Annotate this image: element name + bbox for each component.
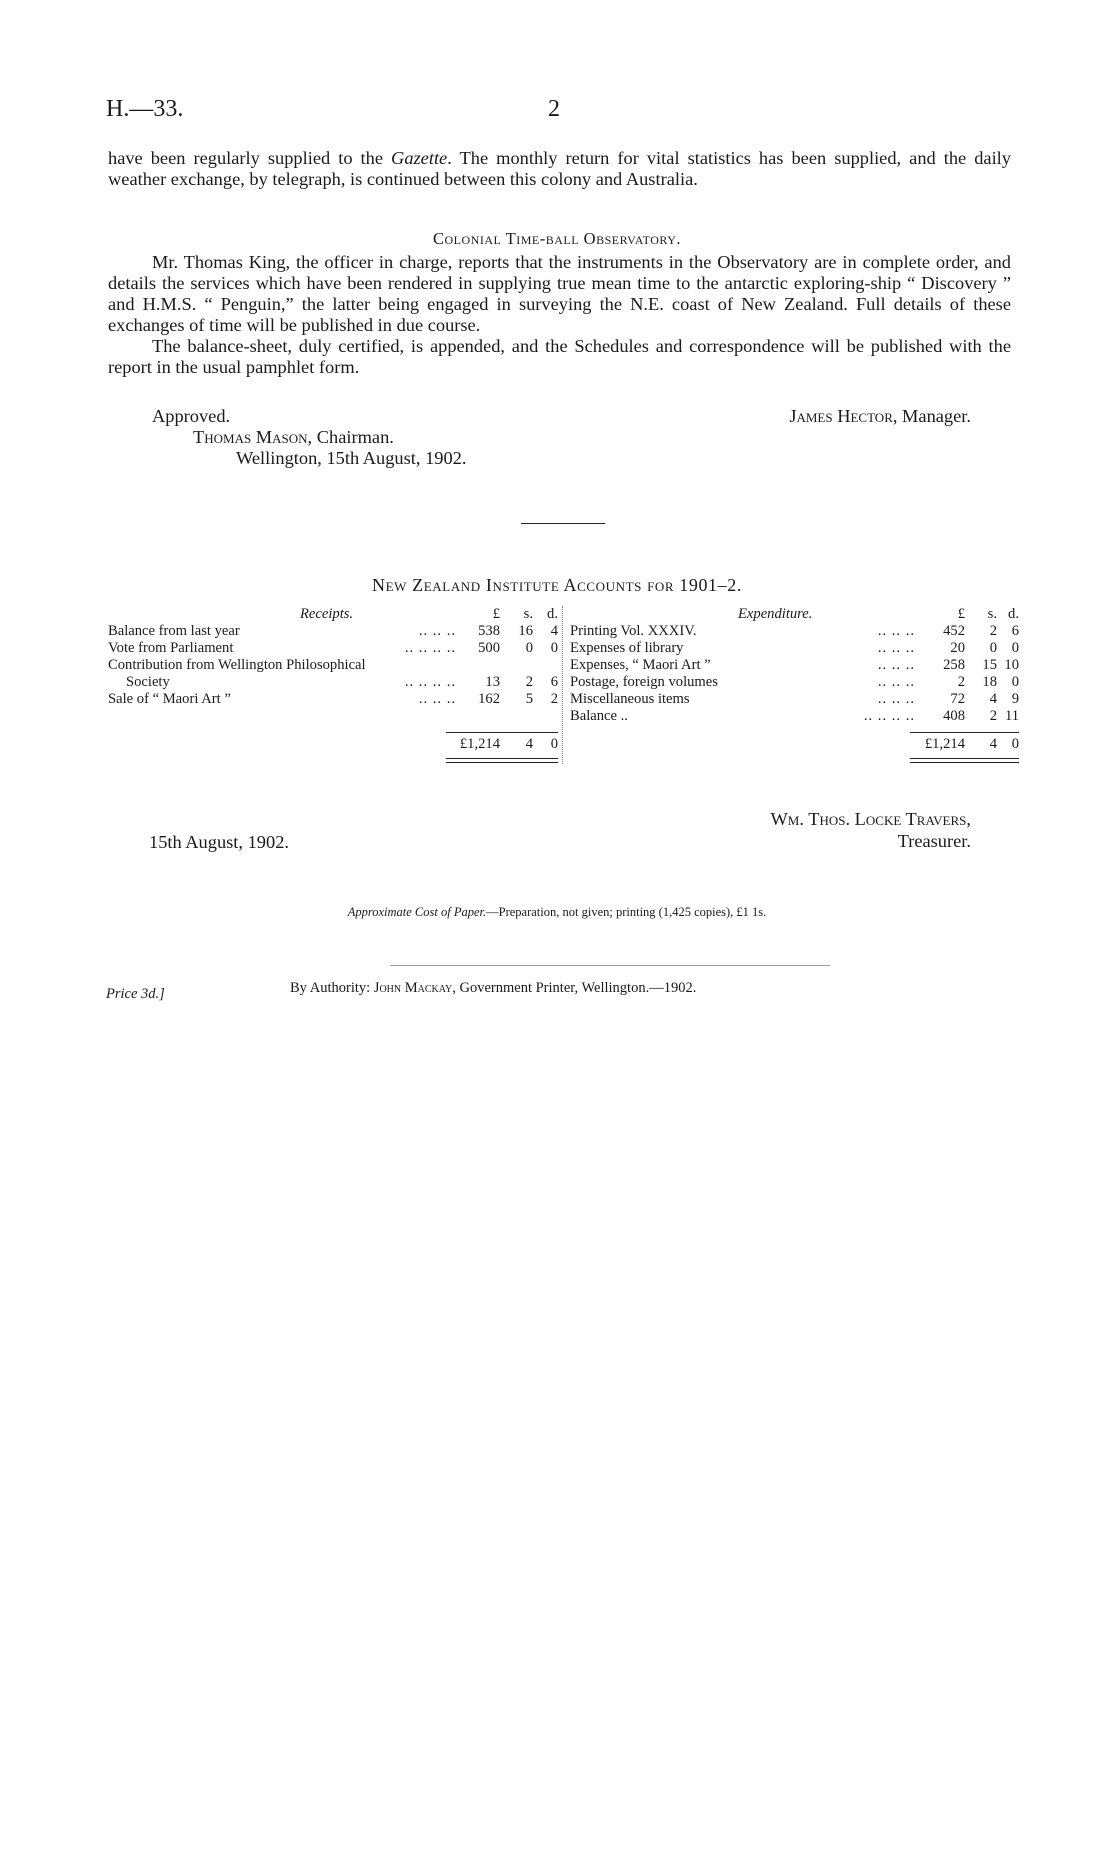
receipt-leader-dots: .. .. .. .. <box>404 674 456 690</box>
receipt-row <box>108 623 560 640</box>
receipt-row <box>108 691 560 708</box>
observatory-paragraph: Mr. Thomas King, the officer in charge, reports that the instruments in the Observatory are in complete order, and details the services which have been rendered in supplying true mean time to the antarctic exploring-ship “ Discovery ” and H.M.S. “ Penguin,” the latter being engaged in surveying the N.E. coast of New Zealand. Full details of these exchanges of time will be published in due course. <box>108 252 1011 335</box>
expenditure-pence: 10 <box>1004 657 1019 673</box>
receipt-leader-dots: .. .. .. <box>418 691 456 707</box>
pounds-header: £ <box>492 606 500 622</box>
treasurer-signature <box>770 809 971 830</box>
expenditure-shillings: 4 <box>989 691 997 707</box>
cost-label: Approximate Cost of Paper. <box>347 905 487 919</box>
receipt-pounds: 500 <box>478 640 500 656</box>
receipt-leader-dots: .. .. .. .. <box>404 640 456 656</box>
chairman-signature <box>193 427 394 448</box>
expenditure-pounds: 452 <box>943 623 965 639</box>
receipts-header-row <box>108 606 560 623</box>
expenditure-row <box>570 691 1019 708</box>
receipts-total-shillings: 4 <box>525 736 533 752</box>
expenditure-row <box>570 623 1019 640</box>
authority-suffix: , Government Printer, Wellington.—1902. <box>452 980 697 996</box>
expenditure-label: Printing Vol. XXXIV. <box>570 623 697 639</box>
expenditure-leader-dots: .. .. .. <box>877 674 915 690</box>
chairman-name: Thomas Mason <box>193 427 308 447</box>
page-number: 2 <box>548 96 560 122</box>
receipt-pounds: 538 <box>478 623 500 639</box>
expenditure-leader-dots: .. .. .. <box>877 691 915 707</box>
document-reference: H.—33. <box>106 96 184 122</box>
expenditure-total-pounds: £1,214 <box>924 736 965 752</box>
exp-pence-header: d. <box>1008 606 1019 622</box>
expenditure-pounds: 72 <box>950 691 965 707</box>
expenditure-pounds: 20 <box>950 640 965 656</box>
expenditure-pence: 9 <box>1011 691 1019 707</box>
expenditure-label: Postage, foreign volumes <box>570 674 718 690</box>
expenditure-pounds: 408 <box>943 708 965 724</box>
receipt-pounds: 13 <box>485 674 500 690</box>
expenditure-row <box>570 708 1019 725</box>
expenditure-leader-dots: .. .. .. <box>877 657 915 673</box>
report-date: Wellington, 15th August, 1902. <box>236 448 467 468</box>
expenditure-pence: 6 <box>1011 623 1019 639</box>
observatory-heading: Colonial Time-ball Observatory. <box>432 229 681 248</box>
receipt-row <box>108 674 560 691</box>
expenditure-total-row <box>570 736 1019 753</box>
column-separator <box>562 606 563 764</box>
expenditure-row <box>570 674 1019 691</box>
receipt-row <box>108 657 560 674</box>
approved-label: Approved. <box>152 406 231 426</box>
expenditure-row <box>570 657 1019 674</box>
receipt-label: Sale of “ Maori Art ” <box>108 691 231 707</box>
expenditure-pence: 0 <box>1011 640 1019 656</box>
receipt-pence: 4 <box>550 623 558 639</box>
intro-text-start: have been regularly supplied to the <box>108 148 392 168</box>
cost-text: —Preparation, not given; printing (1,425 copies), £1 1s. <box>486 905 767 919</box>
receipt-pence: 6 <box>550 674 558 690</box>
expenditure-pence: 0 <box>1011 674 1019 690</box>
expenditure-shillings: 18 <box>982 674 997 690</box>
receipt-pence: 0 <box>550 640 558 656</box>
authority-prefix: By Authority: <box>290 980 374 996</box>
expenditure-total-shillings: 4 <box>989 736 997 752</box>
printer-name: John Mackay <box>373 980 453 996</box>
expenditure-pounds: 2 <box>957 674 965 690</box>
receipt-label: Contribution from Wellington Philosophical <box>108 657 366 673</box>
expenditure-shillings: 0 <box>989 640 997 656</box>
footer-rule <box>390 965 830 966</box>
expenditure-shillings: 15 <box>982 657 997 673</box>
expenditure-leader-dots: .. .. .. <box>877 623 915 639</box>
manager-signature <box>789 406 971 427</box>
receipts-total-pence: 0 <box>550 736 558 752</box>
expenditure-double-rule <box>910 758 1019 763</box>
expenditure-label: Miscellaneous items <box>570 691 690 707</box>
expenditure-header-row <box>570 606 1019 623</box>
expenditure-leader-dots: .. .. .. <box>877 640 915 656</box>
exp-pounds-header: £ <box>957 606 965 622</box>
treasurer-name-suffix: , <box>966 809 971 829</box>
intro-text-end: . The monthly return for vital statistics has been supplied, and the daily weather exchange, by telegraph, is continued between this colony and Australia. <box>108 148 1011 189</box>
expenditure-label: Expenses of library <box>570 640 684 656</box>
expenditure-row <box>570 640 1019 657</box>
cost-of-paper-note <box>0 905 1114 920</box>
receipt-shillings: 16 <box>518 623 533 639</box>
expenditure-pence: 11 <box>1004 708 1019 724</box>
receipts-column <box>108 606 560 776</box>
accounts-title: New Zealand Institute Accounts for 1901–2. <box>372 575 742 595</box>
accounts-date: 15th August, 1902. <box>149 832 289 852</box>
expenditure-label: Expenses, “ Maori Art ” <box>570 657 711 673</box>
receipt-label: Balance from last year <box>108 623 240 639</box>
printer-authority <box>290 980 696 997</box>
manager-name: James Hector <box>789 406 893 426</box>
pence-header: d. <box>547 606 558 622</box>
receipt-shillings: 2 <box>525 674 533 690</box>
section-divider <box>521 523 605 524</box>
receipt-shillings: 0 <box>525 640 533 656</box>
receipt-leader-dots: .. .. .. <box>418 623 456 639</box>
receipts-total-row <box>108 736 560 753</box>
expenditure-shillings: 2 <box>989 708 997 724</box>
manager-title: , Manager. <box>892 406 971 426</box>
expenditure-shillings: 2 <box>989 623 997 639</box>
price-note: Price 3d.] <box>106 986 165 1002</box>
treasurer-title: Treasurer. <box>897 831 971 851</box>
receipts-total-rule <box>446 732 558 733</box>
receipts-total-pounds: £1,214 <box>459 736 500 752</box>
chairman-title: , Chairman. <box>307 427 394 447</box>
receipts-double-rule <box>446 758 558 763</box>
receipt-label: Society <box>126 674 170 690</box>
intro-paragraph <box>108 148 1011 190</box>
expenditure-total-rule <box>910 732 1019 733</box>
expenditure-column <box>570 606 1019 776</box>
treasurer-name: Wm. Thos. Locke Travers <box>770 809 967 829</box>
expenditure-heading: Expenditure. <box>738 606 813 622</box>
balance-sheet-paragraph: The balance-sheet, duly certified, is appended, and the Schedules and correspondence will be published with the report in the usual pamphlet form. <box>108 336 1011 377</box>
receipts-heading: Receipts. <box>300 606 354 622</box>
receipt-pence: 2 <box>550 691 558 707</box>
receipt-row <box>108 640 560 657</box>
expenditure-pounds: 258 <box>943 657 965 673</box>
expenditure-total-pence: 0 <box>1011 736 1019 752</box>
observatory-section <box>108 252 1011 378</box>
gazette-title: Gazette <box>391 148 448 168</box>
shillings-header: s. <box>523 606 533 622</box>
receipt-pounds: 162 <box>478 691 500 707</box>
expenditure-leader-dots: .. .. .. .. <box>863 708 915 724</box>
receipt-label: Vote from Parliament <box>108 640 234 656</box>
receipt-shillings: 5 <box>525 691 533 707</box>
exp-shillings-header: s. <box>987 606 997 622</box>
expenditure-label: Balance .. <box>570 708 628 724</box>
